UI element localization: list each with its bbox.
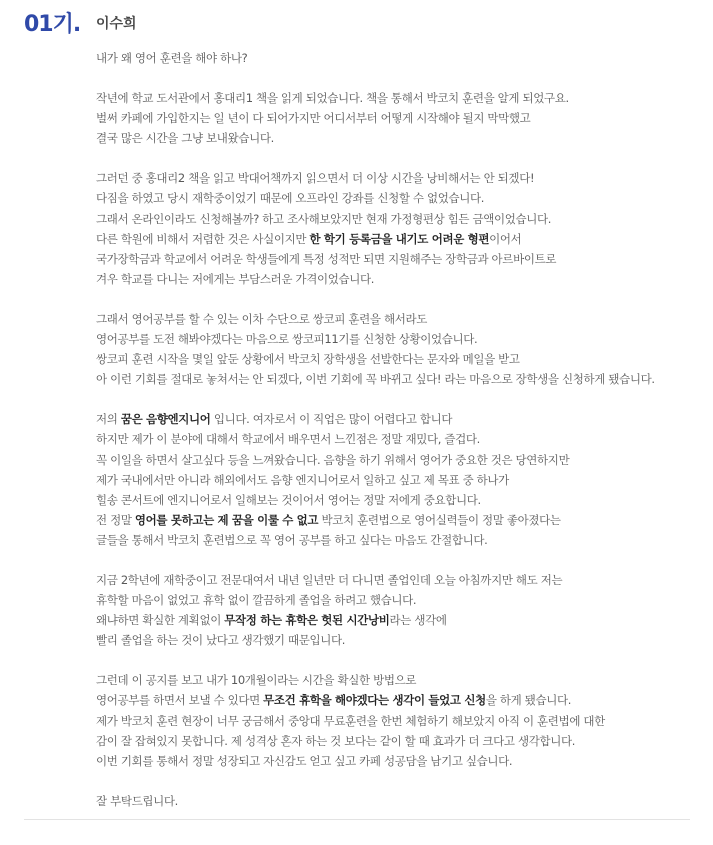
text-segment: 감이 잘 잡혀있지 못합니다. 제 성격상 혼자 하는 것 보다는 같이 할 때 효과가 더 크다고 생각합니다. bbox=[96, 733, 576, 748]
text-segment: 그래서 온라인이라도 신청해볼까? 하고 조사해보았지만 현재 가정형편상 힘든 금액이었습니다. bbox=[96, 211, 552, 226]
text-segment: 을 하게 됐습니다. bbox=[485, 693, 572, 708]
essay-line bbox=[96, 429, 696, 449]
text-segment: 입니다. 여자로서 이 직업은 많이 어렵다고 합니다 bbox=[210, 412, 453, 427]
essay-line bbox=[96, 108, 696, 128]
essay-paragraph bbox=[96, 570, 696, 650]
essay-line bbox=[96, 188, 696, 208]
entry-number: 01기. bbox=[24, 12, 81, 37]
essay-paragraph bbox=[96, 670, 696, 770]
text-segment: 하지만 제가 이 분야에 대해서 학교에서 배우면서 느낀점은 정말 재밌다, 즐겁다. bbox=[96, 432, 480, 447]
essay-line bbox=[96, 670, 696, 690]
essay-paragraph bbox=[96, 168, 696, 289]
text-segment: 힐송 콘서트에 엔지니어로서 일해보는 것이어서 영어는 정말 저에게 중요합니다. bbox=[96, 492, 481, 507]
text-segment: 결국 많은 시간을 그냥 보내왔습니다. bbox=[96, 131, 274, 146]
emphasized-text: 영어를 못하고는 제 꿈을 이룰 수 없고 bbox=[134, 512, 319, 527]
text-segment: 제가 국내에서만 아니라 해외에서도 음향 엔지니어로서 일하고 싶고 제 목표 중 하나가 bbox=[96, 472, 509, 487]
essay-line bbox=[96, 711, 696, 731]
text-segment: 박코치 훈련법으로 영어실력들이 정말 좋아졌다는 bbox=[318, 512, 561, 527]
essay-line bbox=[96, 490, 696, 510]
text-segment: 왜냐하면 확실한 계획없이 bbox=[96, 613, 225, 628]
essay-line bbox=[96, 229, 696, 249]
text-segment: 그래서 영어공부를 할 수 있는 이차 수단으로 쌍코피 훈련을 해서라도 bbox=[96, 311, 427, 326]
text-segment: 잘 부탁드립니다. bbox=[96, 793, 178, 808]
essay-line bbox=[96, 791, 696, 811]
text-segment: 영어공부를 도전 해봐야겠다는 마음으로 쌍코피11기를 신청한 상황이었습니다. bbox=[96, 332, 478, 347]
text-segment: 다른 학원에 비해서 저렴한 것은 사실이지만 bbox=[96, 231, 310, 246]
essay-line bbox=[96, 48, 696, 68]
essay-line bbox=[96, 570, 696, 590]
text-segment: 영어공부를 하면서 보낼 수 있다면 bbox=[96, 693, 264, 708]
essay-paragraph bbox=[96, 791, 696, 811]
essay-line bbox=[96, 168, 696, 188]
essay-line bbox=[96, 369, 696, 389]
essay-line bbox=[96, 88, 696, 108]
essay-paragraph bbox=[96, 48, 696, 68]
text-segment: 쌍코피 훈련 시작을 몇일 앞둔 상황에서 박코치 장학생을 선발한다는 문자와 메일을 받고 bbox=[96, 352, 520, 367]
text-segment: 지금 2학년에 재학중이고 전문대여서 내년 일년만 더 다니면 졸업인데 오늘 아침까지만 해도 저는 bbox=[96, 572, 563, 587]
text-segment: 아 이런 기회를 절대로 놓쳐서는 안 되겠다, 이번 기회에 꼭 바뀌고 싶다! 라는 마음으로 장학생을 신청하게 됐습니다. bbox=[96, 372, 655, 387]
essay-line bbox=[96, 249, 696, 269]
essay-line bbox=[96, 751, 696, 771]
essay-line bbox=[96, 128, 696, 148]
text-segment: 그런데 이 공지를 보고 내가 10개월이라는 시간을 확실한 방법으로 bbox=[96, 673, 417, 688]
essay-paragraph bbox=[96, 88, 696, 148]
text-segment: 꼭 이일을 하면서 살고싶다 등을 느껴왔습니다. 음향을 하기 위해서 영어가 중요한 것은 당연하지만 bbox=[96, 452, 570, 467]
essay-body bbox=[96, 48, 696, 831]
essay-paragraph bbox=[96, 309, 696, 389]
emphasized-text: 무조건 휴학을 해야겠다는 생각이 들었고 신청 bbox=[263, 693, 486, 708]
emphasized-text: 꿈은 음향엔지니어 bbox=[120, 412, 211, 427]
text-segment: 벌써 카페에 가입한지는 일 년이 다 되어가지만 어디서부터 어떻게 시작해야 될지 막막했고 bbox=[96, 111, 531, 126]
text-segment: 다짐을 하였고 당시 재학중이었기 때문에 오프라인 강좌를 신청할 수 없었습니다. bbox=[96, 191, 485, 206]
emphasized-text: 무작정 하는 휴학은 헛된 시간낭비 bbox=[224, 613, 390, 628]
essay-line bbox=[96, 690, 696, 710]
text-segment: 저의 bbox=[96, 412, 121, 427]
text-segment: 겨우 학교를 다니는 저에게는 부담스러운 가격이었습니다. bbox=[96, 271, 375, 286]
text-segment: 내가 왜 영어 훈련을 해야 하나? bbox=[96, 51, 248, 65]
emphasized-text: 한 학기 등록금을 내기도 어려운 형편 bbox=[309, 231, 490, 246]
text-segment: 제가 박코치 훈련 현장이 너무 궁금해서 중앙대 무료훈련을 한번 체험하기 해보았지 아직 이 훈련법에 대한 bbox=[96, 713, 605, 728]
essay-line bbox=[96, 610, 696, 630]
essay-line bbox=[96, 329, 696, 349]
text-segment: 휴학할 마음이 없었고 휴학 없이 깔끔하게 졸업을 하려고 했습니다. bbox=[96, 593, 417, 608]
text-segment: 국가장학금과 학교에서 어려운 학생들에게 특정 성적만 되면 지원해주는 장학금과 아르바이트로 bbox=[96, 251, 557, 266]
essay-line bbox=[96, 510, 696, 530]
essay-line bbox=[96, 349, 696, 369]
essay-line bbox=[96, 209, 696, 229]
text-segment: 작년에 학교 도서관에서 홍대리1 책을 읽게 되었습니다. 책을 통해서 박코치 훈련을 알게 되었구요. bbox=[96, 91, 569, 106]
essay-line bbox=[96, 450, 696, 470]
essay-line bbox=[96, 731, 696, 751]
essay-line bbox=[96, 409, 696, 429]
essay-line bbox=[96, 590, 696, 610]
essay-line bbox=[96, 309, 696, 329]
text-segment: 그러던 중 홍대리2 책을 읽고 박대어책까지 읽으면서 더 이상 시간을 낭비해서는 안 되겠다! bbox=[96, 171, 535, 186]
bottom-divider bbox=[24, 819, 690, 820]
text-segment: 이어서 bbox=[489, 231, 522, 246]
text-segment: 전 정말 bbox=[96, 512, 135, 527]
essay-paragraph bbox=[96, 409, 696, 550]
essay-line bbox=[96, 269, 696, 289]
essay-line bbox=[96, 470, 696, 490]
text-segment: 빨리 졸업을 하는 것이 났다고 생각했기 때문입니다. bbox=[96, 633, 346, 648]
text-segment: 이번 기회를 통해서 정말 성장되고 자신감도 얻고 싶고 카페 성공담을 남기고 싶습니다. bbox=[96, 753, 513, 768]
essay-line bbox=[96, 530, 696, 550]
text-segment: 라는 생각에 bbox=[389, 613, 447, 628]
text-segment: 글들을 통해서 박코치 훈련법으로 꼭 영어 공부를 하고 싶다는 마음도 간절합니다. bbox=[96, 532, 488, 547]
author-name: 이수희 bbox=[96, 16, 137, 32]
essay-line bbox=[96, 630, 696, 650]
